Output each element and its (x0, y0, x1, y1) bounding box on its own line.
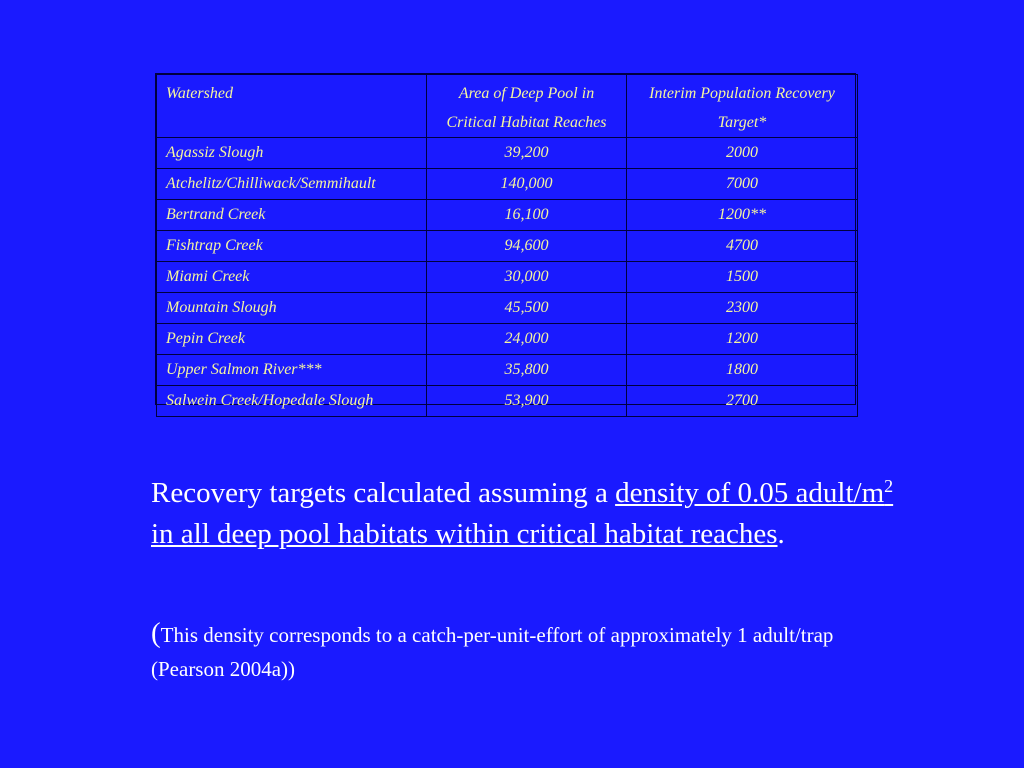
cell-area: 140,000 (427, 169, 627, 200)
header-watershed: Watershed (157, 75, 427, 138)
cell-target: 1800 (627, 355, 858, 386)
header-area-line1: Area of Deep Pool in (458, 85, 595, 102)
table-header-row (157, 75, 858, 138)
cell-target: 2700 (627, 386, 858, 417)
cell-area: 16,100 (427, 200, 627, 231)
cell-watershed: Bertrand Creek (157, 200, 427, 231)
table-row (157, 324, 858, 355)
cell-watershed: Atchelitz/Chilliwack/Semmihault (157, 169, 427, 200)
note-superscript: 2 (884, 476, 894, 496)
header-target-line2: Target* (717, 114, 767, 131)
header-target-line1: Interim Population Recovery (649, 85, 835, 102)
table-row (157, 169, 858, 200)
cell-watershed: Salwein Creek/Hopedale Slough (157, 386, 427, 417)
cell-watershed: Upper Salmon River*** (157, 355, 427, 386)
note-habitat-text: in all deep pool habitats within critical habitat reaches (151, 518, 778, 550)
table-row (157, 386, 858, 417)
header-area (427, 75, 627, 138)
note-sub-text: This density corresponds to a catch-per-unit-effort of approximately 1 adult/trap (Pearson 2004a)) (151, 623, 834, 681)
cell-watershed: Pepin Creek (157, 324, 427, 355)
table-row (157, 200, 858, 231)
cell-watershed: Agassiz Slough (157, 138, 427, 169)
cell-target: 1200** (627, 200, 858, 231)
note-prefix: Recovery targets calculated assuming a (151, 477, 616, 509)
cell-area: 35,800 (427, 355, 627, 386)
density-note (151, 616, 911, 686)
cell-target: 1200 (627, 324, 858, 355)
recovery-targets-table (155, 73, 856, 409)
recovery-note (151, 473, 911, 555)
cell-area: 94,600 (427, 231, 627, 262)
cell-target: 7000 (627, 169, 858, 200)
note-open-paren: ( (151, 617, 161, 649)
cell-target: 2000 (627, 138, 858, 169)
table-row (157, 262, 858, 293)
cell-watershed: Miami Creek (157, 262, 427, 293)
cell-watershed: Mountain Slough (157, 293, 427, 324)
table-row (157, 231, 858, 262)
cell-area: 53,900 (427, 386, 627, 417)
table-row (157, 138, 858, 169)
cell-area: 24,000 (427, 324, 627, 355)
note-suffix: . (777, 518, 785, 550)
header-area-line2: Critical Habitat Reaches (446, 114, 607, 131)
table-row (157, 293, 858, 324)
table-row (157, 355, 858, 386)
header-target (627, 75, 858, 138)
cell-target: 2300 (627, 293, 858, 324)
cell-area: 30,000 (427, 262, 627, 293)
cell-target: 4700 (627, 231, 858, 262)
cell-target: 1500 (627, 262, 858, 293)
cell-area: 39,200 (427, 138, 627, 169)
cell-area: 45,500 (427, 293, 627, 324)
cell-watershed: Fishtrap Creek (157, 231, 427, 262)
note-density-text: density of 0.05 adult/m (615, 477, 885, 509)
